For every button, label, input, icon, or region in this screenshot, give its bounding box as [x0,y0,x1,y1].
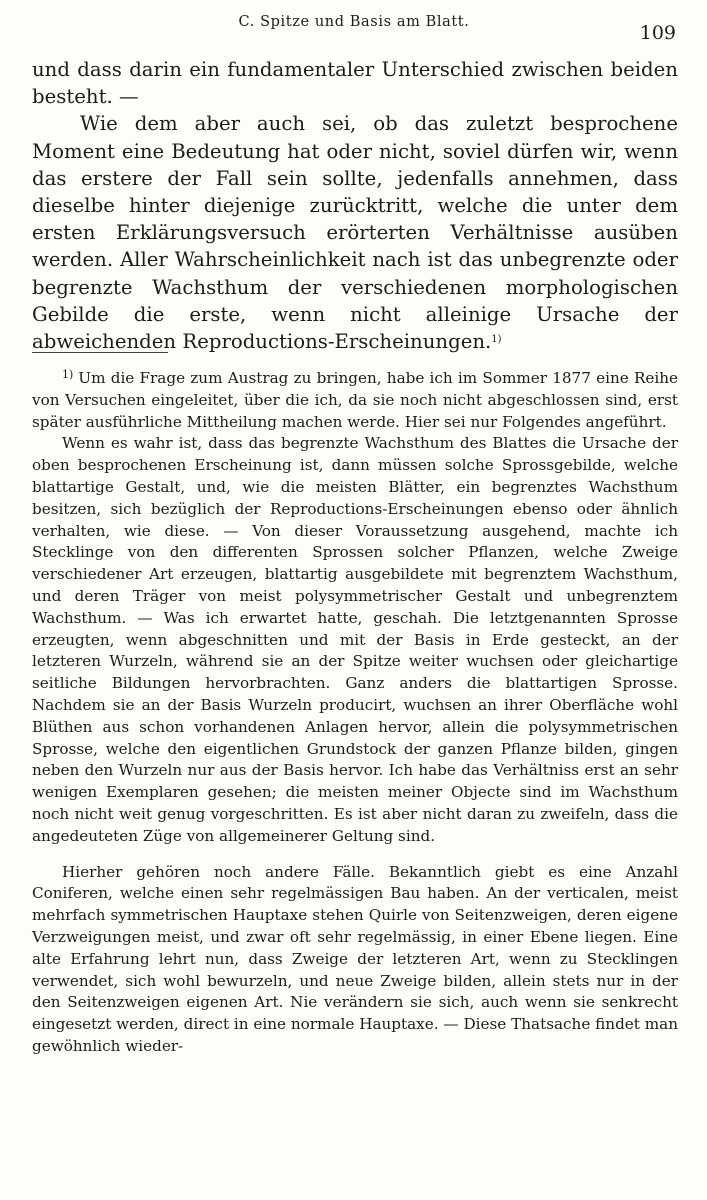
book-page [30,0,678,1200]
footnote-paragraph-1-text: Um die Frage zum Austrag zu bringen, habe ich im Sommer 1877 eine Reihe von Versuchen eingeleitet, über die ich, da sie noch nicht abgeschlossen sind, erst später ausführliche Mittheilung machen werde. Hier sei nur Folgendes angeführt. [32,369,678,431]
main-paragraph-2-text: Wie dem aber auch sei, ob das zuletzt besprochene Moment eine Bedeutung hat oder nicht, soviel dürfen wir, wenn das erstere der Fall sein sollte, jedenfalls annehmen, dass dieselbe hinter diejenige zurücktritt, welche die unter dem ersten Erklärungsversuch erörterten Verhältnisse ausüben werden. Aller Wahrscheinlichkeit nach ist das unbegrenzte oder begrenzte Wachsthum der verschiedenen morphologischen Gebilde die erste, wenn nicht alleinige Ursache der abweichenden Reproductions-Erscheinungen. [32,112,678,354]
footnote-marker: 1) [62,368,74,381]
footnote-paragraph-3: Hierher gehören noch andere Fälle. Bekanntlich giebt es eine Anzahl Coniferen, welche einen sehr regelmässigen Bau haben. An der verticalen, meist mehrfach symmetrischen Hauptaxe stehen Quirle von Seitenzweigen, deren eigene Verzweigungen meist, und zwar oft sehr regelmässig, in einer Ebene liegen. Eine alte Erfahrung lehrt nun, dass Zweige der letzteren Art, wenn zu Stecklingen verwendet, sich wohl bewurzeln, und neue Zweige bilden, allein stets nur in der den Seitenzweigen eigenen Art. Nie verändern sie sich, auch wenn sie senkrecht eingesetzt werden, direct in eine normale Hauptaxe. — Diese Thatsache findet man gewöhnlich wieder- [32,862,678,1055]
footnote-divider [32,352,168,353]
footnote [32,364,678,1058]
footnote-paragraph-1 [32,364,678,433]
main-paragraph-2 [32,110,678,355]
footnote-reference: 1) [491,334,502,346]
main-text [32,56,678,355]
page-header [30,10,678,44]
running-head: C. Spitze und Basis am Blatt. [238,14,470,30]
footnote-paragraph-2: Wenn es wahr ist, dass das begrenzte Wachsthum des Blattes die Ursache der oben besprochenen Erscheinung ist, dann müssen solche Sprossgebilde, welche blattartige Gestalt, und, wie die meisten Blätter, ein begrenztes Wachsthum besitzen, sich bezüglich der Reproductions-Erscheinungen ebenso oder ähnlich verhalten, wie diese. — Von dieser Voraussetzung ausgehend, machte ich Stecklinge von den differenten Sprossen solcher Pflanzen, welche Zweige verschiedener Art erzeugen, blattartig ausgebildete mit begrenztem Wachsthum, und deren Träger von meist polysymmetrischer Gestalt und unbegrenztem Wachsthum. — Was ich erwartet hatte, geschah. Die letztgenannten Sprosse erzeugten, wenn abgeschnitten und mit der Basis in Erde gesteckt, an der letzteren Wurzeln, während sie an der Spitze weiter wuchsen oder gleichartige seitliche Bildungen hervorbrachten. Ganz anders die blattartigen Sprosse. Nachdem sie an der Basis Wurzeln producirt, wuchsen an ihrer Oberfläche wohl Blüthen aus schon vorhandenen Anlagen hervor, allein die polysymmetrischen Sprosse, welche den eigentlichen Grundstock der ganzen Pflanze bilden, gingen neben den Wurzeln nur aus der Basis hervor. Ich habe das Verhältniss erst an sehr wenigen Exemplaren gesehen; die meisten meiner Objecte sind im Wachsthum noch nicht weit genug vorgeschritten. Es ist aber nicht daran zu zweifeln, dass die angedeuteten Züge von allgemeinerer Geltung sind. [32,434,678,845]
page-number: 109 [639,22,676,44]
main-paragraph-1: und dass darin ein fundamentaler Unterschied zwischen beiden besteht. — [32,58,678,109]
